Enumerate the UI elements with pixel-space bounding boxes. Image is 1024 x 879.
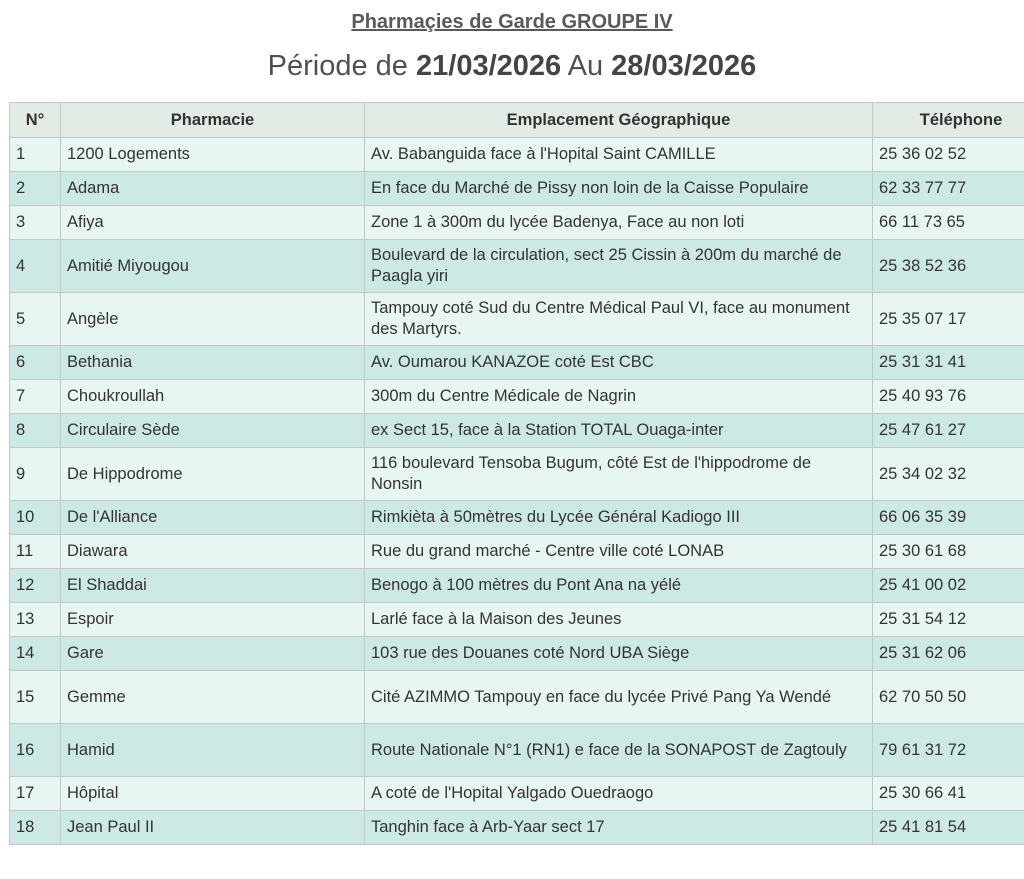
pharmacy-name: Circulaire Sède <box>61 414 365 448</box>
table-row <box>10 206 1024 240</box>
table-row <box>10 637 1024 671</box>
row-number: 9 <box>10 448 61 501</box>
pharmacy-name: Afiya <box>61 206 365 240</box>
pharmacy-name: El Shaddai <box>61 569 365 603</box>
table-row <box>10 535 1024 569</box>
pharmacy-location: Tampouy coté Sud du Centre Médical Paul VI, face au monument des Martyrs. <box>365 293 873 346</box>
pharmacy-phone: 25 36 02 52 <box>873 138 1024 172</box>
period-line <box>0 48 1024 84</box>
pharmacy-location: Zone 1 à 300m du lycée Badenya, Face au non loti <box>365 206 873 240</box>
pharmacy-phone: 25 47 61 27 <box>873 414 1024 448</box>
row-number: 4 <box>10 240 61 293</box>
pharmacy-name: Amitié Miyougou <box>61 240 365 293</box>
page-title: Pharmaçies de Garde GROUPE IV <box>351 11 673 33</box>
pharmacy-phone: 25 31 54 12 <box>873 603 1024 637</box>
pharmacy-name: Gemme <box>61 671 365 724</box>
row-number: 16 <box>10 724 61 777</box>
row-number: 7 <box>10 380 61 414</box>
pharmacy-name: Angèle <box>61 293 365 346</box>
pharmacy-name: Gare <box>61 637 365 671</box>
pharmacy-location: Tanghin face à Arb-Yaar sect 17 <box>365 811 873 845</box>
row-number: 14 <box>10 637 61 671</box>
table-row <box>10 414 1024 448</box>
period-end-date: 28/03/2026 <box>611 50 757 82</box>
pharmacy-name: Jean Paul II <box>61 811 365 845</box>
pharmacy-phone: 25 41 00 02 <box>873 569 1024 603</box>
table-row <box>10 172 1024 206</box>
pharmacy-phone: 25 35 07 17 <box>873 293 1024 346</box>
pharmacy-name: 1200 Logements <box>61 138 365 172</box>
row-number: 5 <box>10 293 61 346</box>
pharmacy-phone: 79 61 31 72 <box>873 724 1024 777</box>
table-row <box>10 448 1024 501</box>
table-row <box>10 346 1024 380</box>
pharmacy-phone: 25 40 93 76 <box>873 380 1024 414</box>
row-number: 18 <box>10 811 61 845</box>
row-number: 10 <box>10 501 61 535</box>
pharmacy-location: Av. Babanguida face à l'Hopital Saint CAMILLE <box>365 138 873 172</box>
pharmacy-name: Espoir <box>61 603 365 637</box>
table-row <box>10 138 1024 172</box>
row-number: 15 <box>10 671 61 724</box>
pharmacy-location: Larlé face à la Maison des Jeunes <box>365 603 873 637</box>
pharmacy-phone: 25 34 02 32 <box>873 448 1024 501</box>
pharmacy-name: Hamid <box>61 724 365 777</box>
pharmacy-phone: 25 41 81 54 <box>873 811 1024 845</box>
column-header-location: Emplacement Géographique <box>365 103 873 138</box>
pharmacy-location: ex Sect 15, face à la Station TOTAL Ouaga-inter <box>365 414 873 448</box>
row-number: 2 <box>10 172 61 206</box>
table-row <box>10 777 1024 811</box>
period-start-date: 21/03/2026 <box>416 50 562 82</box>
table-row <box>10 603 1024 637</box>
table-row <box>10 724 1024 777</box>
row-number: 17 <box>10 777 61 811</box>
pharmacy-location: Boulevard de la circulation, sect 25 Cissin à 200m du marché de Paagla yiri <box>365 240 873 293</box>
pharmacy-name: Adama <box>61 172 365 206</box>
pharmacy-phone: 66 11 73 65 <box>873 206 1024 240</box>
pharmacy-location: 300m du Centre Médicale de Nagrin <box>365 380 873 414</box>
table-row <box>10 501 1024 535</box>
pharmacy-location: 116 boulevard Tensoba Bugum, côté Est de l'hippodrome de Nonsin <box>365 448 873 501</box>
pharmacy-location: Av. Oumarou KANAZOE coté Est CBC <box>365 346 873 380</box>
pharmacy-location: A coté de l'Hopital Yalgado Ouedraogo <box>365 777 873 811</box>
pharmacy-table <box>9 102 1024 845</box>
pharmacy-phone: 25 31 31 41 <box>873 346 1024 380</box>
pharmacy-phone: 25 30 66 41 <box>873 777 1024 811</box>
pharmacy-name: Hôpital <box>61 777 365 811</box>
row-number: 12 <box>10 569 61 603</box>
pharmacy-name: Choukroullah <box>61 380 365 414</box>
column-header-phone: Téléphone <box>873 103 1024 138</box>
row-number: 8 <box>10 414 61 448</box>
pharmacy-phone: 25 30 61 68 <box>873 535 1024 569</box>
table-header-row <box>10 103 1024 138</box>
table-row <box>10 380 1024 414</box>
pharmacy-name: De Hippodrome <box>61 448 365 501</box>
pharmacy-name: De l'Alliance <box>61 501 365 535</box>
pharmacy-phone: 25 38 52 36 <box>873 240 1024 293</box>
pharmacy-name: Bethania <box>61 346 365 380</box>
row-number: 6 <box>10 346 61 380</box>
pharmacy-phone: 25 31 62 06 <box>873 637 1024 671</box>
column-header-pharmacy: Pharmacie <box>61 103 365 138</box>
pharmacy-location: 103 rue des Douanes coté Nord UBA Siège <box>365 637 873 671</box>
table-row <box>10 811 1024 845</box>
row-number: 1 <box>10 138 61 172</box>
period-separator: Au <box>567 50 604 82</box>
row-number: 11 <box>10 535 61 569</box>
table-row <box>10 293 1024 346</box>
period-prefix: Période de <box>267 50 408 82</box>
row-number: 13 <box>10 603 61 637</box>
table-row <box>10 240 1024 293</box>
pharmacy-location: En face du Marché de Pissy non loin de la Caisse Populaire <box>365 172 873 206</box>
pharmacy-name: Diawara <box>61 535 365 569</box>
table-row <box>10 569 1024 603</box>
pharmacy-location: Cité AZIMMO Tampouy en face du lycée Privé Pang Ya Wendé <box>365 671 873 724</box>
pharmacy-location: Rimkièta à 50mètres du Lycée Général Kadiogo III <box>365 501 873 535</box>
table-row <box>10 671 1024 724</box>
row-number: 3 <box>10 206 61 240</box>
pharmacy-location: Route Nationale N°1 (RN1) e face de la SONAPOST de Zagtouly <box>365 724 873 777</box>
pharmacy-location: Rue du grand marché - Centre ville coté LONAB <box>365 535 873 569</box>
pharmacy-location: Benogo à 100 mètres du Pont Ana na yélé <box>365 569 873 603</box>
pharmacy-phone: 62 33 77 77 <box>873 172 1024 206</box>
column-header-number: N° <box>10 103 61 138</box>
pharmacy-phone: 66 06 35 39 <box>873 501 1024 535</box>
pharmacy-phone: 62 70 50 50 <box>873 671 1024 724</box>
